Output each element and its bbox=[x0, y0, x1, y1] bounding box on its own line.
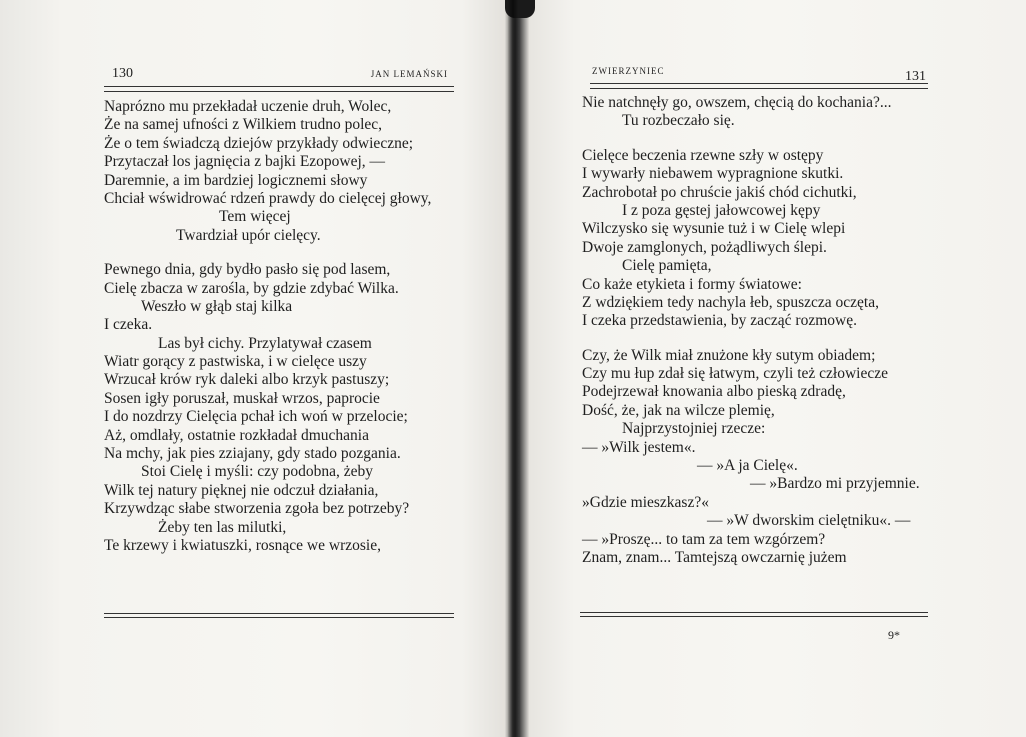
book-spine bbox=[508, 0, 518, 737]
verse-line: Sosen igły poruszał, muskał wrzos, paprocie bbox=[104, 389, 380, 407]
verse-line: Z wdziękiem tedy nachyla łeb, spuszcza oczęta, bbox=[582, 293, 879, 311]
right-page-header bbox=[590, 66, 928, 84]
verse-line: Krzywdząc słabe stworzenia zgoła bez potrzeby? bbox=[104, 500, 410, 518]
verse-line: Że o tem świadczą dziejów przykłady odwieczne; bbox=[104, 134, 414, 152]
verse-line: — »W dworskim cielętniku«. — bbox=[707, 512, 911, 530]
verse-line: I do nozdrzy Cielęcia pchał ich woń w przelocie; bbox=[104, 408, 408, 426]
stanza-gap bbox=[582, 131, 932, 147]
verse-line: I z poza gęstej jałowcowej kępy bbox=[622, 201, 821, 219]
verse-line: Znam, znam... Tamtejszą owczarnię jużem bbox=[582, 548, 847, 566]
verse-line: Wiatr gorący z pastwiska, i w cielęce uszy bbox=[104, 353, 367, 371]
left-page-text bbox=[104, 98, 454, 555]
verse-line: Cielęce beczenia rzewne szły w ostępy bbox=[582, 146, 824, 164]
verse-line: Wilk tej natury pięknej nie odczuł działania, bbox=[104, 481, 379, 499]
verse-line: Weszło w głąb staj kilka bbox=[141, 297, 293, 315]
verse-line: I wywarły niebawem wypragnione skutki. bbox=[582, 165, 844, 183]
verse-line: Czy, że Wilk miał znużone kły sutym obiadem; bbox=[582, 346, 876, 364]
verse-line: Podejrzewał knowania albo pieską zdradę, bbox=[582, 383, 846, 401]
verse-line: Wrzucał krów ryk daleki albo krzyk pastuszy; bbox=[104, 371, 390, 389]
verse-line: I czeka przedstawienia, by zacząć rozmowę. bbox=[582, 312, 857, 330]
verse-line: Zachrobotał po chruście jakiś chód cichutki, bbox=[582, 183, 857, 201]
verse-line: Tu rozbeczało się. bbox=[622, 112, 735, 130]
right-header-rule bbox=[590, 83, 928, 89]
verse-line: Co każe etykieta i formy światowe: bbox=[582, 275, 802, 293]
verse-line: Że na samej ufności z Wilkiem trudno polec, bbox=[104, 116, 383, 134]
left-page bbox=[0, 0, 508, 737]
verse-line: — »Proszę... to tam za tem wzgórzem? bbox=[582, 530, 826, 548]
verse-line: Tem więcej bbox=[219, 208, 291, 226]
verse-line: Stoi Cielę i myśli: czy podobna, żeby bbox=[141, 463, 374, 481]
left-footer-rule bbox=[104, 613, 454, 618]
left-header-rule bbox=[104, 86, 454, 92]
right-page bbox=[518, 0, 1026, 737]
verse-line: Twardział upór cielęcy. bbox=[176, 226, 321, 244]
verse-line: Daremnie, a im bardziej logicznemi słowy bbox=[104, 171, 368, 189]
verse-line: Nie natchnęły go, owszem, chęcią do kochania?... bbox=[582, 94, 892, 111]
verse-line: I czeka. bbox=[104, 316, 153, 334]
verse-line: Żeby ten las milutki, bbox=[158, 518, 287, 536]
right-footer-rule bbox=[580, 612, 928, 617]
verse-line: Cielę zbacza w zarośla, by gdzie zdybać Wilka. bbox=[104, 279, 399, 297]
right-running-head: ZWIERZYNIEC bbox=[592, 66, 665, 76]
left-page-header bbox=[104, 66, 454, 84]
verse-line: Przytaczał los jagnięcia z bajki Ezopowej, — bbox=[104, 153, 386, 171]
verse-line: Las był cichy. Przylatywał czasem bbox=[158, 334, 372, 352]
verse-line: — »A ja Cielę«. bbox=[697, 457, 798, 475]
verse-line: Dość, że, jak na wilcze plemię, bbox=[582, 401, 775, 419]
verse-line: Naprózno mu przekładał uczenie druh, Wolec, bbox=[104, 98, 392, 115]
verse-line: Te krzewy i kwiatuszki, rosnące we wrzosie, bbox=[104, 536, 381, 554]
verse-line: Na mchy, jak pies zziajany, gdy stado pozgania. bbox=[104, 445, 401, 463]
left-running-head: JAN LEMAŃSKI bbox=[370, 69, 448, 79]
verse-line: Najprzystojniej rzecze: bbox=[622, 420, 766, 438]
left-page-number: 130 bbox=[112, 66, 133, 81]
verse-line: Cielę pamięta, bbox=[622, 257, 712, 275]
stanza-gap bbox=[104, 245, 454, 261]
verse-line: Pewnego dnia, gdy bydło pasło się pod lasem, bbox=[104, 261, 391, 279]
verse-line: Chciał wświdrować rdzeń prawdy do cielęcej głowy, bbox=[104, 189, 432, 207]
verse-line: Czy mu łup zdał się łatwym, czyli też człowiecze bbox=[582, 365, 889, 383]
stanza-gap bbox=[582, 331, 932, 347]
verse-line: »Gdzie mieszkasz?« bbox=[582, 493, 709, 511]
right-page-number: 131 bbox=[905, 69, 926, 84]
verse-line: — »Bardzo mi przyjemnie. bbox=[750, 475, 920, 493]
verse-line: Aż, omdlały, ostatnie rozkładał dmuchania bbox=[104, 426, 369, 444]
verse-line: — »Wilk jestem«. bbox=[582, 438, 696, 456]
signature-mark: 9* bbox=[888, 628, 900, 642]
right-page-text bbox=[582, 94, 932, 567]
verse-line: Dwoje zamglonych, pożądliwych ślepi. bbox=[582, 238, 827, 256]
verse-line: Wilczysko się wysunie tuż i w Cielę wlepi bbox=[582, 220, 846, 238]
